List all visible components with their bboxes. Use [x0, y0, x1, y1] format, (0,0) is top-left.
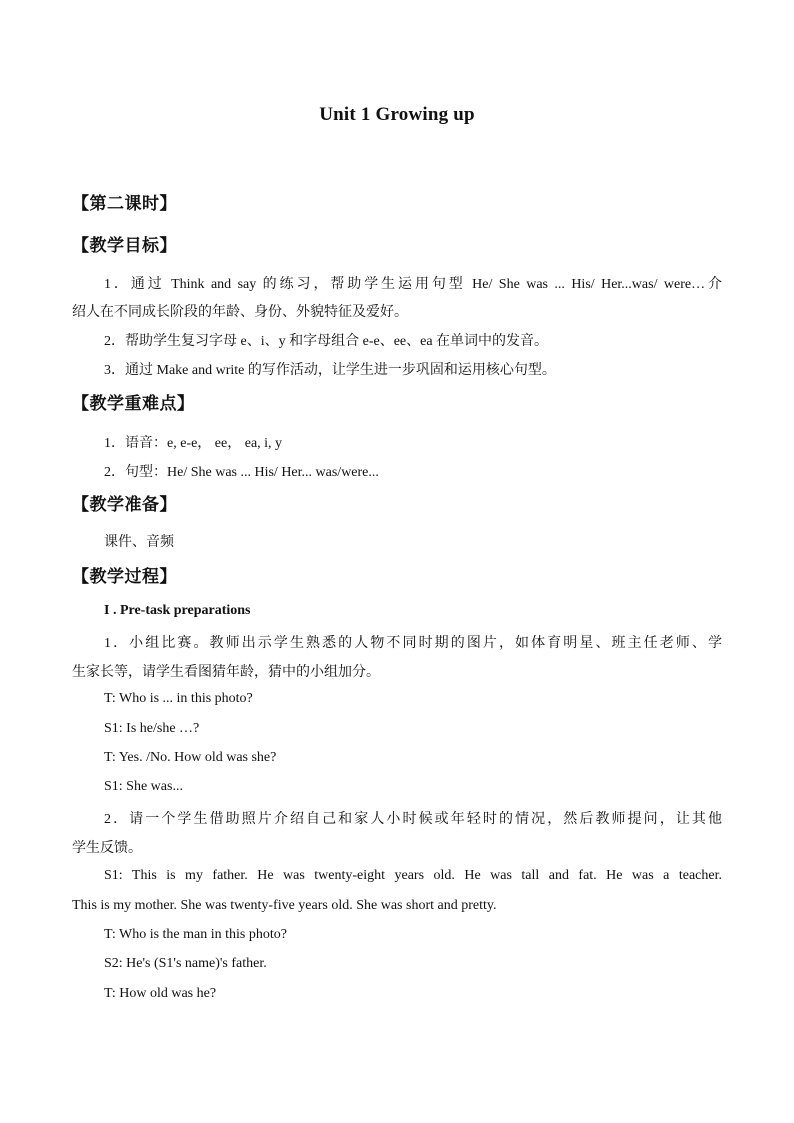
dialog2-line: T: How old was he?: [104, 986, 217, 1001]
step2-line1: 2．请一个学生借助照片介绍自己和家人小时候或年轻时的情况，然后教师提问，让其他: [104, 812, 722, 827]
prep-text: 课件、音频: [104, 535, 174, 550]
heading-objectives: 【教学目标】: [72, 236, 177, 256]
s1-intro-line1: S1: This is my father. He was twenty-eight years old. He was tall and fat. He was a teacher.: [104, 868, 722, 883]
s1-intro-line2: This is my mother. She was twenty-five years old. She was short and pretty.: [72, 898, 497, 913]
dialog2-line: S2: He's (S1's name)'s father.: [104, 956, 267, 971]
dialog2-line: T: Who is the man in this photo?: [104, 927, 287, 942]
keypoint-2: 2．句型：He/ She was ... His/ Her... was/were...: [104, 465, 379, 480]
heading-prep: 【教学准备】: [72, 495, 177, 515]
objective-1-line2: 绍人在不同成长阶段的年龄、身份、外貌特征及爱好。: [72, 305, 408, 320]
dialog1-line: S1: She was...: [104, 779, 183, 794]
heading-keypoints: 【教学重难点】: [72, 394, 195, 414]
heading-lesson: 【第二课时】: [72, 194, 177, 214]
heading-process: 【教学过程】: [72, 567, 177, 587]
step2-line2: 学生反馈。: [72, 841, 142, 856]
objective-1-line1: 1．通过 Think and say 的练习，帮助学生运用句型 He/ She was ... His/ Her...was/ were…介: [104, 277, 722, 292]
page-title: Unit 1 Growing up: [319, 104, 475, 125]
objective-3: 3．通过 Make and write 的写作活动，让学生进一步巩固和运用核心句型。: [104, 363, 556, 378]
step1-line1: 1．小组比赛。教师出示学生熟悉的人物不同时期的图片，如体育明星、班主任老师、学: [104, 636, 722, 651]
dialog1-line: S1: Is he/she …?: [104, 721, 200, 736]
part1-title: I . Pre-task preparations: [104, 603, 251, 618]
objective-2: 2．帮助学生复习字母 e、i、y 和字母组合 e-e、ee、ea 在单词中的发音。: [104, 334, 549, 349]
keypoint-1: 1．语音：e, e-e， ee， ea, i, y: [104, 436, 283, 451]
dialog1-line: T: Yes. /No. How old was she?: [104, 750, 277, 765]
step1-line2: 生家长等，请学生看图猜年龄，猜中的小组加分。: [72, 665, 380, 680]
dialog1-line: T: Who is ... in this photo?: [104, 691, 253, 706]
